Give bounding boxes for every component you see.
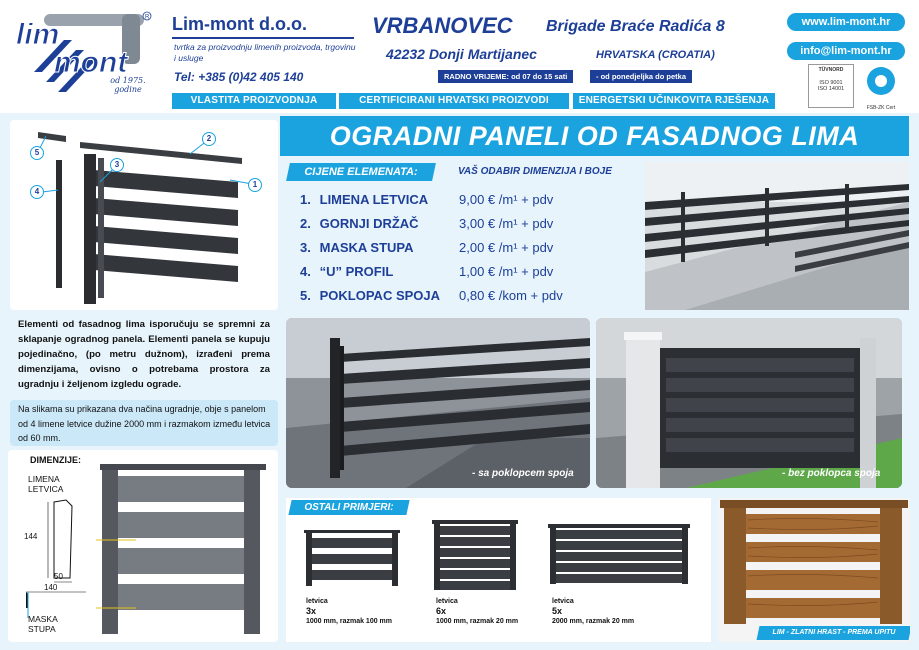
cert-logo [858, 64, 904, 111]
company-underline [172, 37, 354, 39]
example-panel-5-slats [548, 524, 690, 584]
company-name: Lim-mont d.o.o. [172, 14, 307, 34]
price-item-1-label: LIMENA LETVICA [319, 192, 429, 207]
photo-with-cover [286, 318, 590, 488]
feature-own-production: VLASTITA PROIZVODNJA [172, 93, 336, 109]
days-label: - od ponedjeljka do petka [590, 70, 692, 83]
price-item-1-value: 9,00 € /m¹ + pdv [459, 192, 554, 207]
price-item-4-value: 1,00 € /m¹ + pdv [459, 264, 554, 279]
price-item-5-label: POKLOPAC SPOJA [319, 288, 441, 303]
svg-text:lim: lim [16, 18, 60, 51]
cert-2: ISO 9001 [819, 80, 843, 86]
phone[interactable]: Tel: +385 (0)42 405 140 [174, 70, 304, 84]
mask-label-2: STUPA [28, 624, 56, 634]
examples-title: OSTALI PRIMJERI: [304, 502, 394, 513]
price-item-3-name [300, 237, 414, 259]
headline: OGRADNI PANELI OD FASADNOG LIMA [329, 121, 860, 151]
caption-without-cover: - bez poklopca spoja [782, 468, 881, 479]
wood-fence-photo [718, 498, 910, 642]
price-item-4-label: “U” PROFIL [319, 264, 394, 279]
example-panel-6-slats [432, 520, 518, 590]
price-item-2-label: GORNJI DRŽAČ [319, 216, 419, 231]
example-panel-3-slats [302, 530, 402, 586]
panel-exploded-diagram [10, 120, 278, 310]
cert-badge [808, 64, 854, 108]
svg-text:mont: mont [54, 46, 128, 79]
example-2-count: 6x [436, 606, 447, 616]
logo-since: od 1975. godine [110, 76, 146, 94]
price-item-4-num: 4. [300, 264, 311, 279]
dimensions-title: DIMENZIJE: [30, 455, 82, 465]
callout-4: 4 [30, 185, 44, 199]
cert-4: FSB-ZK Cert [866, 105, 896, 111]
price-item-5-num: 5. [300, 288, 311, 303]
feature-certified: CERTIFICIRANI HRVATSKI PROIZVODI [339, 93, 569, 109]
dim-width: 140 [44, 583, 58, 592]
city: VRBANOVEC [372, 13, 513, 38]
cert-1: TÜVNORD [818, 67, 844, 73]
dim-height: 144 [24, 532, 38, 541]
tagline: tvrtka za proizvodnju limenih proizvoda, trgovinu i usluge [174, 42, 356, 63]
street: Brigade Braće Radića 8 [546, 18, 725, 35]
logo [14, 10, 154, 110]
price-item-1-num: 1. [300, 192, 311, 207]
mask-label-1: MASKA [28, 614, 58, 624]
price-item-2-value: 3,00 € /m¹ + pdv [459, 216, 554, 231]
wood-caption-bar [757, 626, 910, 640]
cert-circle-icon [858, 64, 904, 100]
fence-without-cover-graphic [596, 318, 902, 488]
price-item-3-num: 3. [300, 240, 311, 255]
example-1-count: 3x [306, 606, 317, 616]
example-1-spec: 1000 mm, razmak 100 mm [306, 618, 392, 625]
callout-1: 1 [248, 178, 262, 192]
example-2-word: letvica [436, 598, 458, 605]
fence-with-cover-graphic [286, 318, 590, 488]
logo-graphic [14, 10, 154, 110]
price-item-5-name [300, 285, 440, 307]
wood-fence-graphic [718, 498, 910, 628]
callout-5: 5 [30, 146, 44, 160]
prices-title-left-text: CIJENE ELEMENATA: [304, 166, 418, 178]
caption-with-cover: - sa poklopcem spoja [472, 468, 574, 479]
price-item-4-name [300, 261, 393, 283]
hours-label: RADNO VRIJEME: od 07 do 15 sati [438, 70, 573, 83]
fence-perspective-graphic [645, 162, 909, 310]
price-item-2-num: 2. [300, 216, 311, 231]
feature-energy: ENERGETSKI UČINKOVITA RJEŠENJA [573, 93, 775, 109]
prices-title-right: VAŠ ODABIR DIMENZIJA I BOJE [458, 166, 612, 177]
callout-3: 3 [110, 158, 124, 172]
photo-without-cover [596, 318, 902, 488]
dim-inner: 50 [54, 572, 63, 581]
panel-front-drawing [96, 458, 272, 638]
example-3-word: letvica [552, 598, 574, 605]
headline-bar [280, 116, 909, 156]
header [0, 0, 919, 113]
description-bold: Elementi od fasadnog lima isporučuju se spremni za sklapanje ogradnog panela. Elementi panela se kupuju pojedinačno, (po metru dužnom), izrađeni prema dimenzijama, ovisno o potrebama prostora za ugradnju i željenom izgledu ograde. [18, 319, 270, 390]
slat-label-2: LETVICA [28, 484, 64, 494]
svg-text:R: R [145, 14, 150, 21]
description-normal: Na slikama su prikazana dva načina ugradnje, obje s panelom od 4 limene letvice dužine 2000 mm i razmakom između letvica od 60 mm. [18, 404, 271, 443]
panel-diagram [10, 120, 278, 310]
wood-caption: LIM - ZLATNI HRAST - PREMA UPITU [772, 629, 896, 636]
email-link[interactable]: info@lim-mont.hr [787, 42, 905, 60]
price-item-5-value: 0,80 € /kom + pdv [459, 288, 563, 303]
postal: 42232 Donji Martijanec [386, 46, 537, 62]
prices-title-left [286, 163, 436, 181]
website-link[interactable]: www.lim-mont.hr [787, 13, 905, 31]
callout-2: 2 [202, 132, 216, 146]
slat-label-1: LIMENA [28, 474, 60, 484]
examples-title-bar [288, 500, 409, 515]
price-item-1-name [300, 189, 428, 211]
price-item-2-name [300, 213, 419, 235]
country: HRVATSKA (CROATIA) [596, 49, 715, 61]
price-item-3-label: MASKA STUPA [319, 240, 414, 255]
fence-photo-perspective [645, 162, 909, 310]
cert-3: ISO 14001 [817, 86, 845, 92]
example-3-count: 5x [552, 606, 563, 616]
example-3-spec: 2000 mm, razmak 20 mm [552, 618, 635, 625]
price-item-3-value: 2,00 € /m¹ + pdv [459, 240, 554, 255]
example-2-spec: 1000 mm, razmak 20 mm [436, 618, 519, 625]
example-1-word: letvica [306, 598, 328, 605]
